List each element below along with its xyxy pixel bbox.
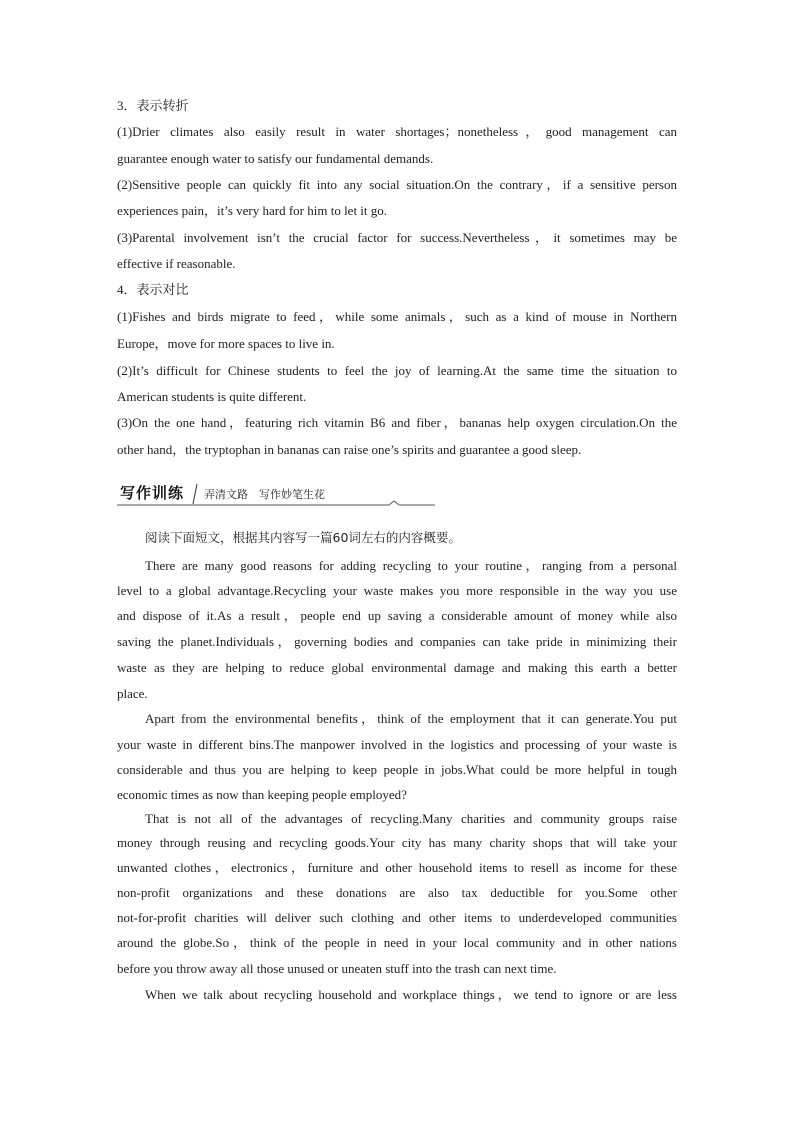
s3-item-1-line-1: (1)Drier climates also easily result in water shortages；nonetheless，good management can — [117, 124, 677, 139]
p1-line-5: waste as they are helping to reduce global environmental damage and making this earth a better — [117, 660, 677, 675]
p2-line-1: Apart from the environmental benefits，think of the employment that it can generate.You put — [145, 711, 677, 726]
s3-item-1-line-2: guarantee enough water to satisfy our fundamental demands. — [117, 151, 434, 166]
s4-item-1-line-2: Europe，move for more spaces to live in. — [117, 336, 335, 351]
p1-line-6: place. — [117, 686, 148, 701]
p3-line-3: unwanted clothes，electronics，furniture and other household items to resell as income for these — [117, 860, 677, 875]
section-4-heading: 4．表示对比 — [117, 282, 189, 297]
p2-line-4: economic times as now than keeping people employed? — [117, 787, 407, 802]
p1-line-4: saving the planet.Individuals，governing bodies and companies can take pride in minimizing their — [117, 634, 677, 649]
p4-line-1: When we talk about recycling household and workplace things，we tend to ignore or are less — [145, 987, 677, 1002]
s3-item-2-line-1: (2)Sensitive people can quickly fit into any social situation.On the contrary，if a sensitive person — [117, 177, 677, 192]
s4-item-3-line-2: other hand，the tryptophan in bananas can raise one’s spirits and guarantee a good sleep. — [117, 442, 582, 457]
s4-item-2-line-2: American students is quite different. — [117, 389, 307, 404]
section-3-heading: 3．表示转折 — [117, 98, 189, 113]
p1-line-2: level to a global advantage.Recycling your waste makes you more responsible in the way you use — [117, 583, 677, 598]
p3-line-1: That is not all of the advantages of recycling.Many charities and community groups raise — [145, 811, 677, 826]
s3-item-3-line-2: effective if reasonable. — [117, 256, 236, 271]
p3-line-5: not-for-profit charities will deliver such clothing and other items to underdeveloped communities — [117, 910, 677, 925]
s3-item-3-line-1: (3)Parental involvement isn’t the crucial factor for success.Nevertheless，it sometimes may be — [117, 230, 677, 245]
p2-line-3: considerable and thus you are helping to keep people in jobs.What could be more helpful in tough — [117, 762, 677, 777]
p1-line-3: and dispose of it.As a result，people end up saving a considerable amount of money while also — [117, 608, 677, 623]
banner-title: 写作训练 — [120, 484, 185, 502]
p3-line-4: non-profit organizations and these donations are also tax deductible for you.Some other — [117, 885, 677, 900]
s4-item-3-line-1: (3)On the one hand，featuring rich vitamin B6 and fiber，bananas help oxygen circulation.On the — [117, 415, 677, 430]
s3-item-2-line-2: experiences pain，it’s very hard for him to let it go. — [117, 203, 388, 218]
p2-line-2: your waste in different bins.The manpower involved in the logistics and processing of your waste is — [117, 737, 677, 752]
p3-line-6: around the globe.So，think of the people in need in your local community and in other nations — [117, 935, 677, 950]
task-instruction: 阅读下面短文，根据其内容写一篇60词左右的内容概要。 — [145, 530, 461, 545]
p3-line-7: before you throw away all those unused or uneaten stuff into the trash can next time. — [117, 961, 557, 976]
s4-item-2-line-1: (2)It’s difficult for Chinese students to feel the joy of learning.At the same time the situation to — [117, 363, 677, 378]
p1-line-1: There are many good reasons for adding recycling to your routine，ranging from a personal — [145, 558, 677, 573]
s4-item-1-line-1: (1)Fishes and birds migrate to feed，while some animals，such as a kind of mouse in Northern — [117, 309, 677, 324]
p3-line-2: money through reusing and recycling goods.Your city has many charity shops that will take your — [117, 835, 677, 850]
banner-subtitle: 弄清文路 写作妙笔生花 — [204, 488, 325, 501]
section-banner — [117, 480, 437, 508]
